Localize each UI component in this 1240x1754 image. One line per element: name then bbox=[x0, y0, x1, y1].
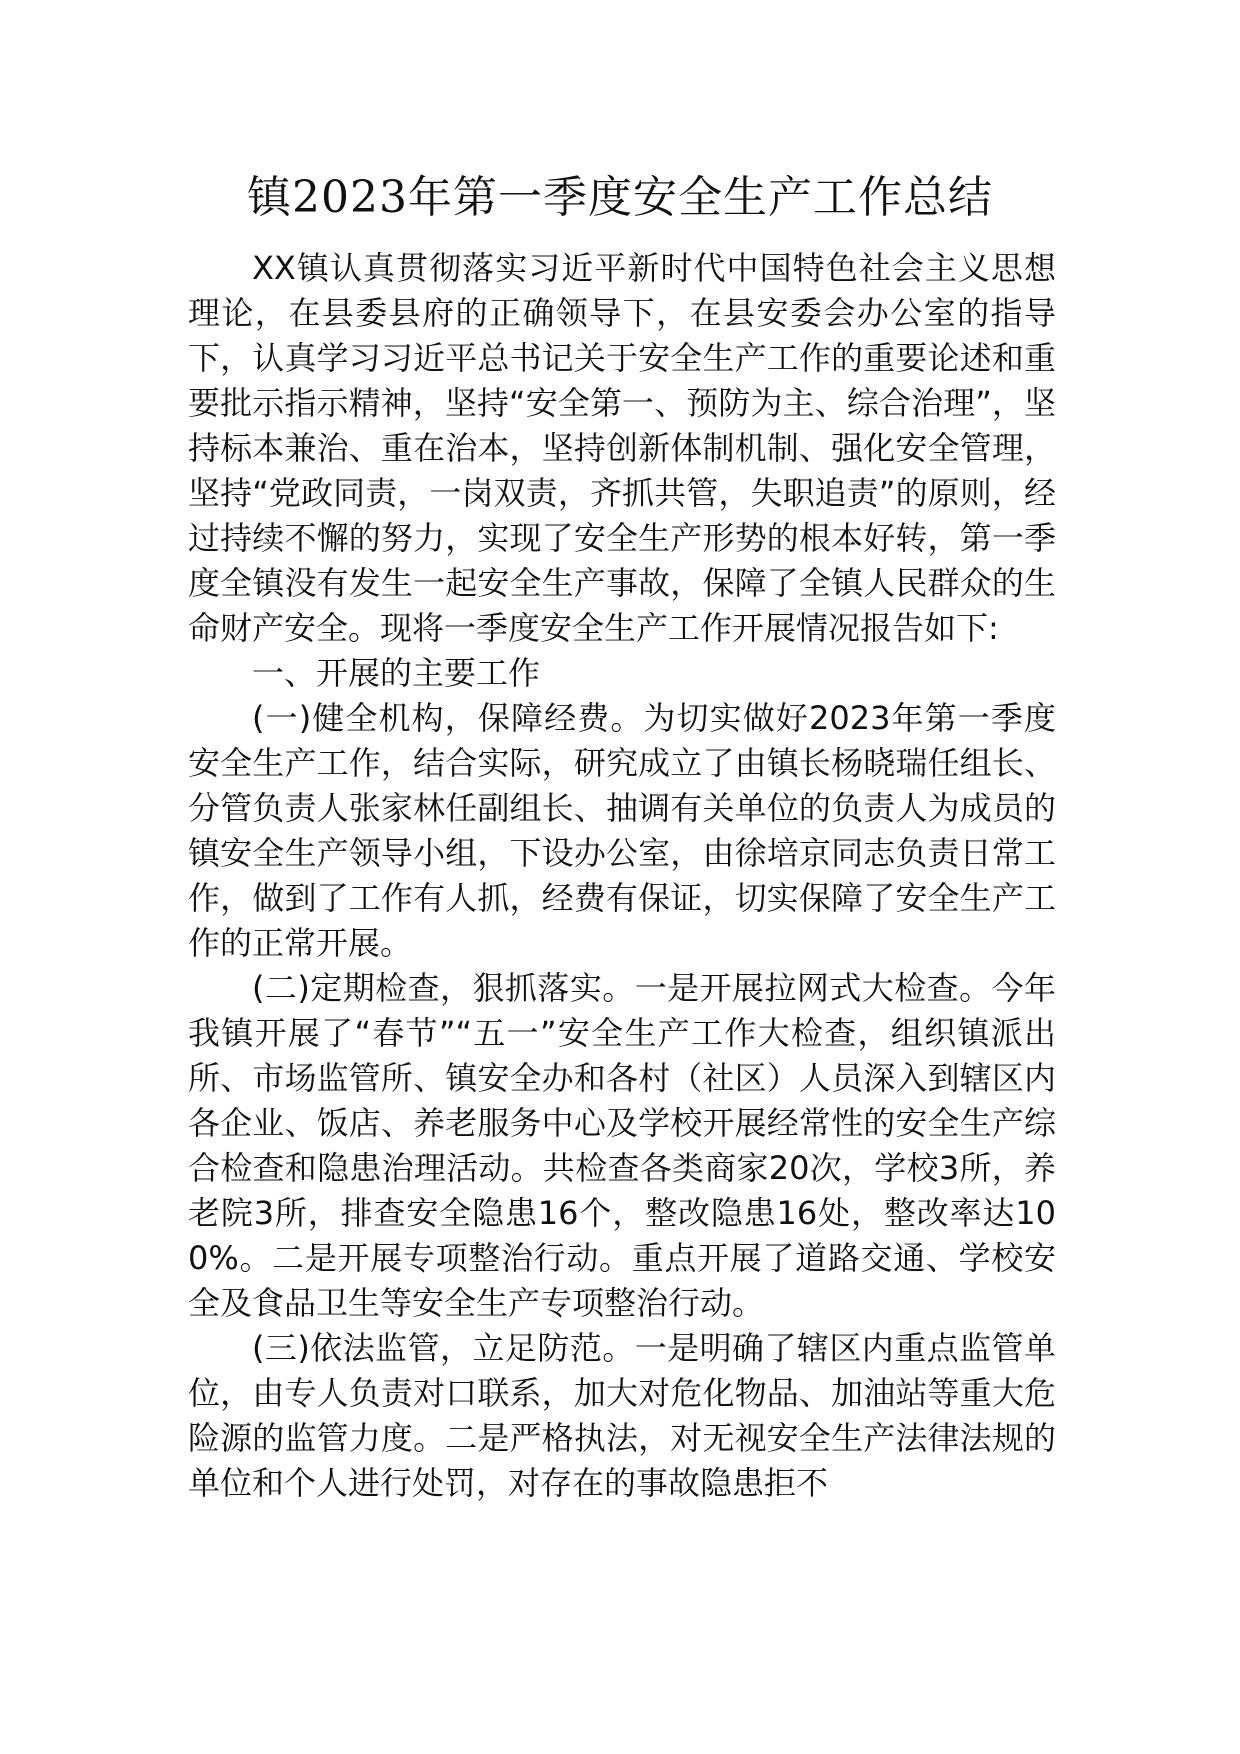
section-heading-main-work: 一、开展的主要工作 bbox=[252, 654, 541, 692]
document-body bbox=[188, 246, 1056, 1506]
document-title: 镇2023年第一季度安全生产工作总结 bbox=[247, 172, 993, 223]
paragraph-inspection: (二)定期检查，狠抓落实。一是开展拉网式大检查。今年我镇开展了“春节”“五一”安全生产工作大检查，组织镇派出所、市场监管所、镇安全办和各村（社区）人员深入到辖区内各企业、饭店、养老服务中心及学校开展经常性的安全生产综合检查和隐患治理活动。共检查各类商家20次，学校3所，养老院3所，排查安全隐患16个，整改隐患16处，整改率达100%。二是开展专项整治行动。重点开展了道路交通、学校安全及食品卫生等安全生产专项整治行动。 bbox=[188, 969, 1056, 1322]
paragraph-supervision: (三)依法监管，立足防范。一是明确了辖区内重点监管单位，由专人负责对口联系，加大对危化物品、加油站等重大危险源的监管力度。二是严格执法，对无视安全生产法律法规的单位和个人进行处罚，对存在的事故隐患拒不 bbox=[188, 1329, 1056, 1502]
paragraph-intro: XX镇认真贯彻落实习近平新时代中国特色社会主义思想理论，在县委县府的正确领导下，在县安委会办公室的指导下，认真学习习近平总书记关于安全生产工作的重要论述和重要批示指示精神，坚持“安全第一、预防为主、综合治理”，坚持标本兼治、重在治本，坚持创新体制机制、强化安全管理，坚持“党政同责，一岗双责，齐抓共管，失职追责”的原则，经过持续不懈的努力，实现了安全生产形势的根本好转，第一季度全镇没有发生一起安全生产事故，保障了全镇人民群众的生命财产安全。现将一季度安全生产工作开展情况报告如下: bbox=[188, 249, 1056, 647]
paragraph-organization: (一)健全机构，保障经费。为切实做好2023年第一季度安全生产工作，结合实际，研究成立了由镇长杨晓瑞任组长、分管负责人张家林任副组长、抽调有关单位的负责人为成员的镇安全生产领导小组，下设办公室，由徐培京同志负责日常工作，做到了工作有人抓，经费有保证，切实保障了安全生产工作的正常开展。 bbox=[188, 699, 1056, 962]
